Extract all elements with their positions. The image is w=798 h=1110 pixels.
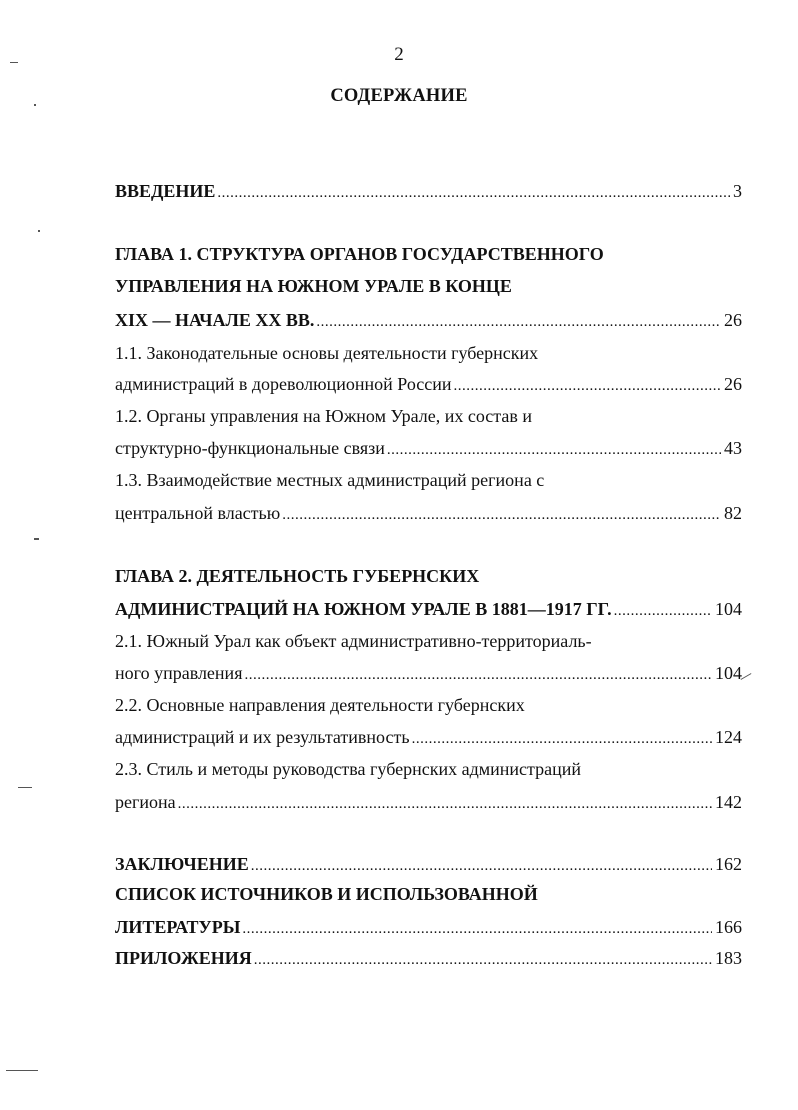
toc-page-number: 124 xyxy=(715,727,742,747)
toc-section-1-3-line1[interactable]: 1.3. Взаимодействие местных администраций региона с xyxy=(115,470,545,490)
scan-mark xyxy=(18,787,32,788)
toc-chapter2-title-line1[interactable]: ГЛАВА 2. ДЕЯТЕЛЬНОСТЬ ГУБЕРНСКИХ xyxy=(115,566,480,586)
toc-label: структурно-функциональные связи xyxy=(115,438,385,458)
toc-section-2-1-line1[interactable]: 2.1. Южный Урал как объект административно-территориаль- xyxy=(115,631,592,651)
toc-entry-conclusion[interactable] xyxy=(115,850,742,878)
toc-page-number: 183 xyxy=(715,948,742,968)
dot-leader xyxy=(412,725,712,753)
toc-label: центральной властью xyxy=(115,503,281,523)
toc-chapter1-title-line2[interactable]: УПРАВЛЕНИЯ НА ЮЖНОМ УРАЛЕ В КОНЦЕ xyxy=(115,276,512,296)
toc-label: ного управления xyxy=(115,663,243,683)
toc-page-number: 3 xyxy=(733,181,742,201)
toc-page-number: 26 xyxy=(724,374,742,394)
dot-leader xyxy=(316,308,721,336)
toc-page-number: 166 xyxy=(715,917,742,937)
toc-entry-section-2-1[interactable] xyxy=(115,659,742,687)
dot-leader xyxy=(242,915,712,943)
toc-page-number: 26 xyxy=(724,310,742,330)
toc-page-number: 142 xyxy=(715,792,742,812)
toc-section-2-3-line1[interactable]: 2.3. Стиль и методы руководства губернских администраций xyxy=(115,759,582,779)
dot-leader xyxy=(282,501,721,529)
toc-label: администраций и их результативность xyxy=(115,727,410,747)
dot-leader xyxy=(178,790,712,818)
dot-leader xyxy=(387,436,721,464)
dot-leader xyxy=(244,661,712,689)
toc-page-number: 82 xyxy=(724,503,742,523)
toc-page-number: 43 xyxy=(724,438,742,458)
toc-label: ЛИТЕРАТУРЫ xyxy=(115,917,241,937)
toc-page-number: 162 xyxy=(715,854,742,874)
scan-mark xyxy=(34,538,39,540)
scan-mark xyxy=(34,104,36,106)
dot-leader xyxy=(614,597,712,625)
scan-mark xyxy=(6,1070,38,1071)
scan-mark xyxy=(10,62,18,63)
toc-entry-section-2-3[interactable] xyxy=(115,788,742,816)
toc-label: ПРИЛОЖЕНИЯ xyxy=(115,948,252,968)
page-title: СОДЕРЖАНИЕ xyxy=(330,86,468,106)
toc-entry-sources[interactable] xyxy=(115,913,742,941)
dot-leader xyxy=(251,852,712,880)
toc-label: администраций в дореволюционной России xyxy=(115,374,452,394)
toc-entry-section-1-3[interactable] xyxy=(115,499,742,527)
toc-section-1-1-line1[interactable]: 1.1. Законодательные основы деятельности губернских xyxy=(115,343,539,363)
toc-label: ЗАКЛЮЧЕНИЕ xyxy=(115,854,249,874)
toc-label: XIX — НАЧАЛЕ XX ВВ. xyxy=(115,310,315,330)
toc-label: региона xyxy=(115,792,176,812)
scan-mark xyxy=(741,673,752,680)
toc-section-2-2-line1[interactable]: 2.2. Основные направления деятельности губернских xyxy=(115,695,525,715)
toc-entry-introduction[interactable] xyxy=(115,177,742,205)
toc-entry-appendices[interactable] xyxy=(115,944,742,972)
toc-section-1-2-line1[interactable]: 1.2. Органы управления на Южном Урале, их состав и xyxy=(115,406,533,426)
toc-chapter1-title-line1[interactable]: ГЛАВА 1. СТРУКТУРА ОРГАНОВ ГОСУДАРСТВЕННОГО xyxy=(115,244,604,264)
toc-sources-title-line1[interactable]: СПИСОК ИСТОЧНИКОВ И ИСПОЛЬЗОВАННОЙ xyxy=(115,884,538,904)
toc-entry-section-1-2[interactable] xyxy=(115,434,742,462)
dot-leader xyxy=(254,946,712,974)
toc-entry-chapter2[interactable] xyxy=(115,595,742,623)
dot-leader xyxy=(454,372,721,400)
toc-page-number: 104 xyxy=(715,663,742,683)
toc-label: ВВЕДЕНИЕ xyxy=(115,181,216,201)
toc-entry-chapter1[interactable] xyxy=(115,306,742,334)
toc-label: АДМИНИСТРАЦИЙ НА ЮЖНОМ УРАЛЕ В 1881—1917 ГГ. xyxy=(115,599,612,619)
toc-entry-section-1-1[interactable] xyxy=(115,370,742,398)
scan-mark xyxy=(38,230,40,232)
toc-page-number: 104 xyxy=(715,599,742,619)
page-number: 2 xyxy=(394,44,404,65)
dot-leader xyxy=(217,179,730,207)
toc-entry-section-2-2[interactable] xyxy=(115,723,742,751)
